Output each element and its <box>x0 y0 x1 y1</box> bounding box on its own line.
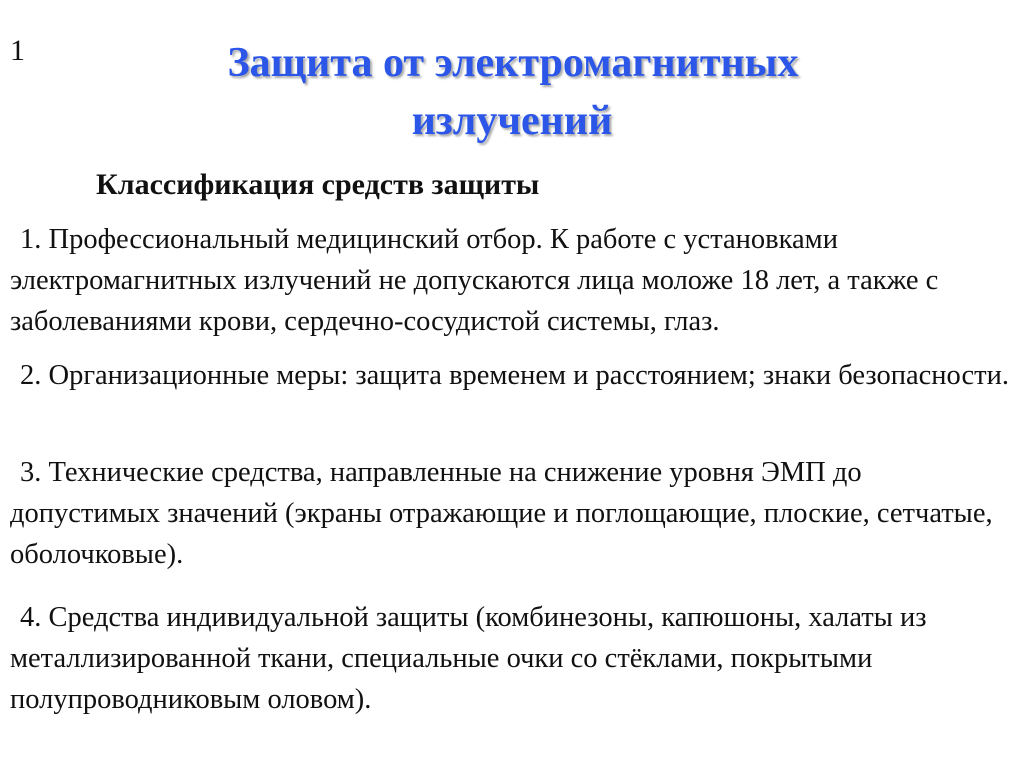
list-item-number: 2. <box>20 360 42 391</box>
title-line-1: Защита от электромагнитных <box>227 40 799 86</box>
title-line-2: излучений <box>411 98 613 144</box>
list-item-medical-selection <box>10 219 1014 342</box>
list-item-number: 3. <box>20 457 42 488</box>
list-item-number: 4. <box>20 602 42 633</box>
list-item-number: 1. <box>20 224 42 255</box>
list-item-organizational-measures <box>10 355 1014 396</box>
list-item-text: Организационные меры: защита временем и расстоянием; знаки безопасности. <box>48 360 1009 391</box>
list-item-personal-protection <box>10 597 1014 720</box>
list-item-text: Технические средства, направленные на снижение уровня ЭМП до допустимых значений (экраны отражающие и поглощающие, плоские, сетчатые, оболочковые). <box>10 457 993 570</box>
slide-title <box>0 34 1024 150</box>
list-item-text: Средства индивидуальной защиты (комбинезоны, капюшоны, халаты из металлизированной ткани, специальные очки со стёклами, покрытыми полупроводниковым оловом). <box>10 602 927 715</box>
classification-subtitle: Классификация средств защиты <box>96 168 540 201</box>
slide-number: 1 <box>10 34 25 67</box>
list-item-technical-means <box>10 452 1014 575</box>
list-item-text: Профессиональный медицинский отбор. К работе с установками электромагнитных излучений не допускаются лица моложе 18 лет, а также с заболеваниями крови, сердечно-сосудистой системы, глаз. <box>10 224 939 337</box>
